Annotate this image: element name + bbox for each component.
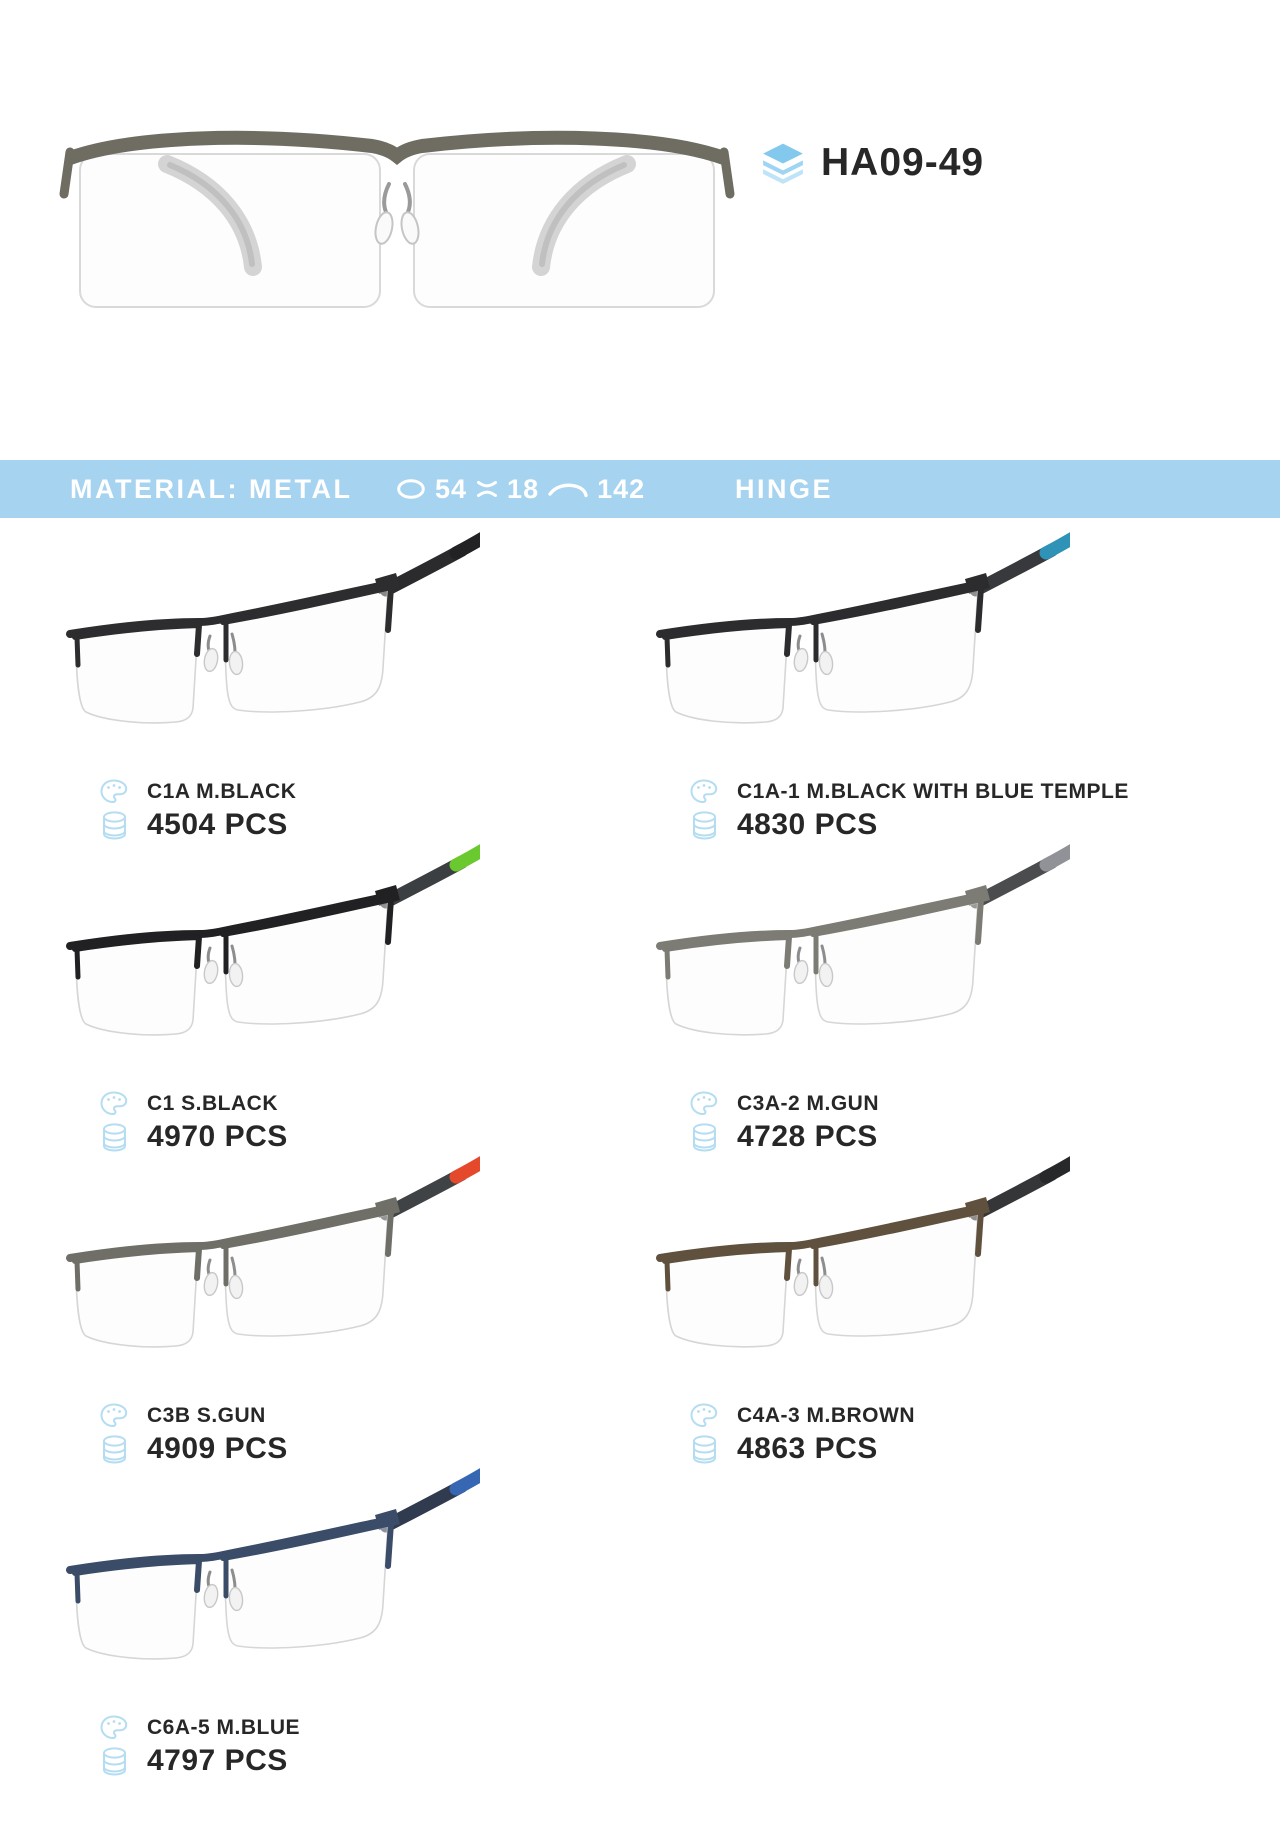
variant-quantity: 4728 PCS: [737, 1120, 878, 1153]
glasses-drawing: [60, 1142, 480, 1392]
bridge-width-value: 18: [507, 473, 540, 504]
variant-card: [60, 1416, 480, 1777]
variant-card: [60, 1104, 480, 1465]
variant-card: [650, 1104, 1070, 1465]
temple-length-value: 142: [597, 473, 646, 504]
glasses-drawing: [60, 518, 480, 768]
variant-code: C1A M.BLACK: [147, 779, 297, 803]
glasses-photo: [650, 1142, 1070, 1392]
variant-quantity: 4504 PCS: [147, 808, 288, 841]
color-row: [98, 1714, 300, 1741]
variant-quantity: 4909 PCS: [147, 1432, 288, 1465]
glasses-drawing: [650, 830, 1070, 1080]
temple-arm-icon: [548, 481, 588, 498]
glasses-drawing: [60, 1454, 480, 1704]
palette-icon: [98, 1714, 130, 1741]
variant-quantity: 4797 PCS: [147, 1744, 288, 1777]
quantity-row: [688, 1432, 915, 1466]
hinge-label: HINGE: [735, 473, 834, 504]
glasses-drawing: [60, 830, 480, 1080]
color-row: [688, 1402, 915, 1429]
variant-card: [650, 480, 1129, 841]
variant-quantity: 4863 PCS: [737, 1432, 878, 1465]
glasses-photo: [650, 518, 1070, 768]
variant-code: C3B S.GUN: [147, 1403, 266, 1427]
variant-info: [688, 1402, 915, 1466]
variant-quantity: 4830 PCS: [737, 808, 878, 841]
hero-glasses-photo: [52, 102, 742, 322]
hero-glasses-drawing: [52, 102, 742, 322]
model-number: HA09-49: [821, 141, 985, 184]
variant-quantity: 4970 PCS: [147, 1120, 288, 1153]
variant-card: [60, 792, 480, 1153]
variant-code: C3A-2 M.GUN: [737, 1091, 880, 1115]
variant-code: C4A-3 M.BROWN: [737, 1403, 915, 1427]
variant-code: C1A-1 M.BLACK WITH BLUE TEMPLE: [737, 779, 1129, 803]
glasses-photo: [60, 830, 480, 1080]
glasses-drawing: [650, 518, 1070, 768]
layers-icon: [760, 141, 806, 185]
glasses-photo: [60, 1454, 480, 1704]
variant-card: [650, 792, 1070, 1153]
quantity-row: [98, 1744, 300, 1778]
glasses-photo: [650, 830, 1070, 1080]
palette-icon: [688, 1402, 720, 1429]
variant-card: [60, 480, 480, 841]
stack-icon: [688, 1434, 720, 1465]
glasses-photo: [60, 1142, 480, 1392]
glasses-photo: [60, 518, 480, 768]
lens-width-value: 54: [435, 473, 468, 504]
variant-code: C6A-5 M.BLUE: [147, 1715, 301, 1739]
variant-code: C1 S.BLACK: [147, 1091, 279, 1115]
model-badge: [760, 141, 984, 185]
variant-info: [98, 1714, 300, 1778]
glasses-drawing: [650, 1142, 1070, 1392]
material-label: MATERIAL: METAL: [70, 473, 353, 504]
stack-icon: [98, 1746, 130, 1777]
